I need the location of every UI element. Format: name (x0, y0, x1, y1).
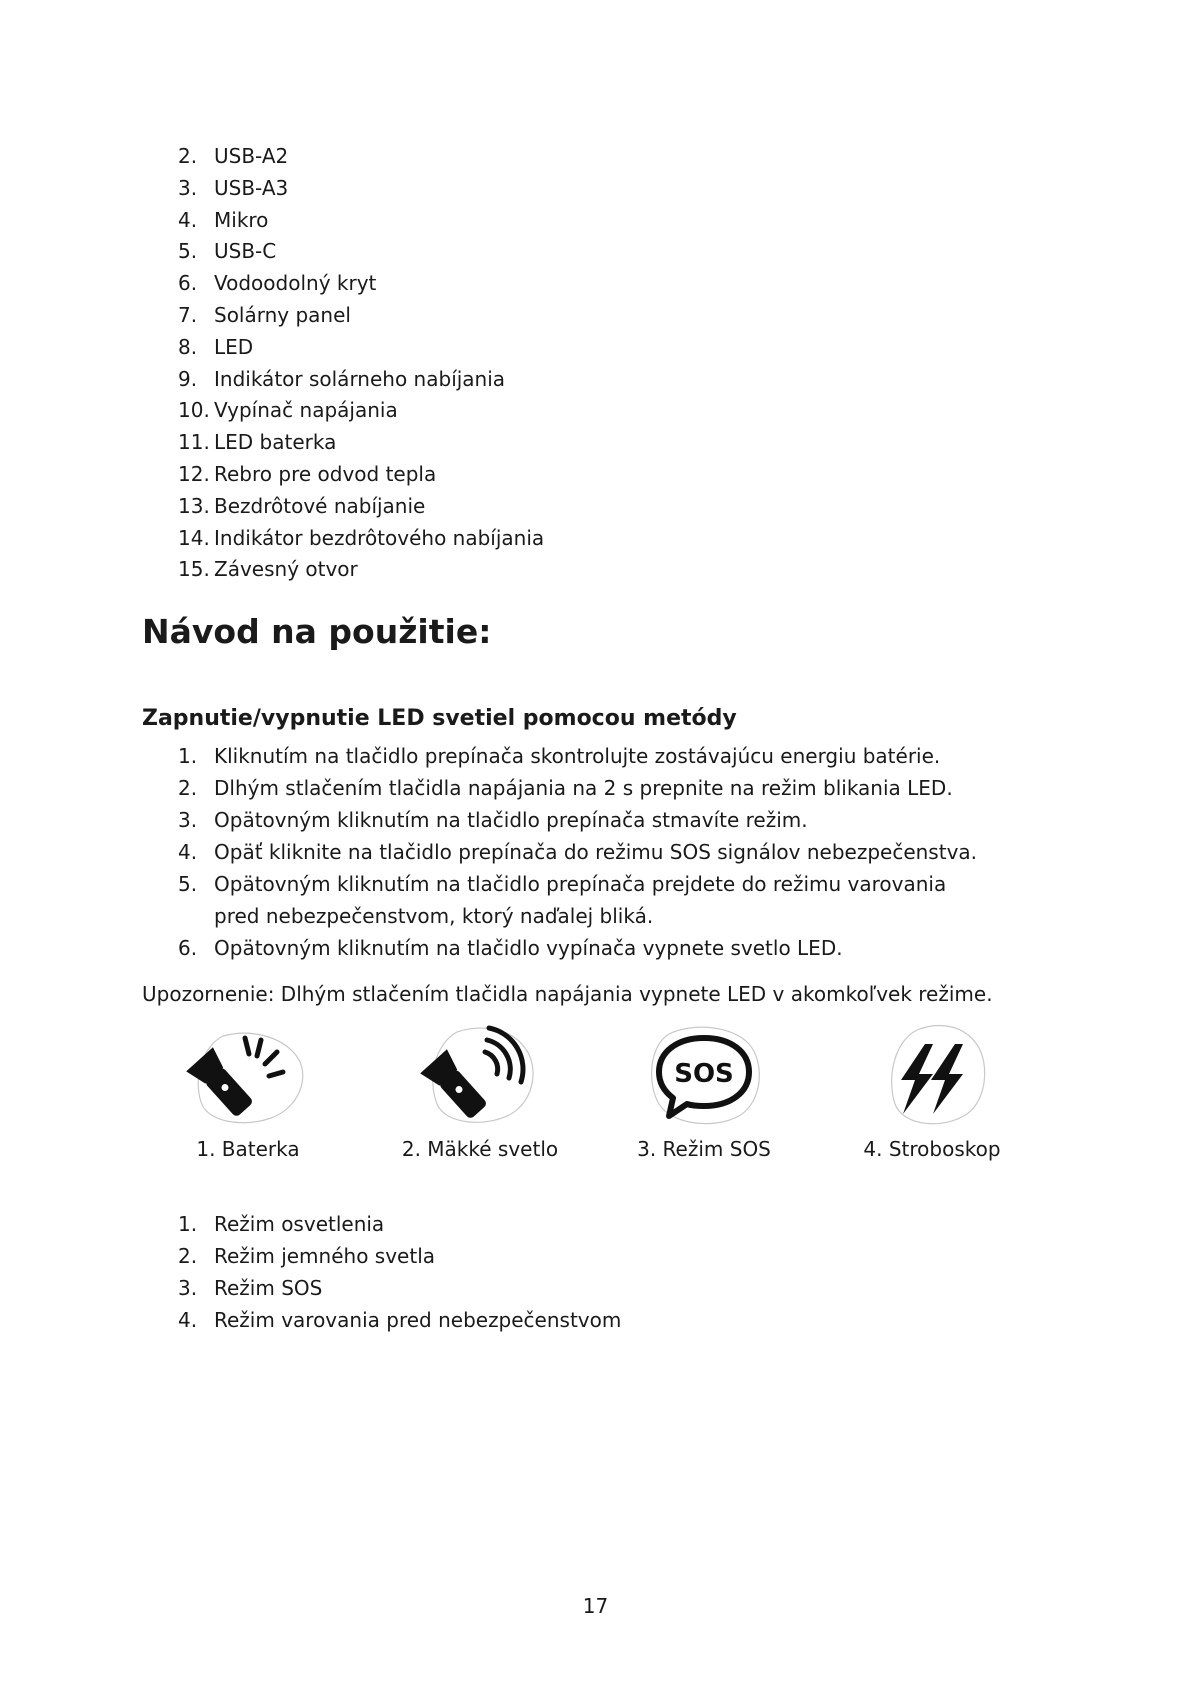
list-text: Bezdrôtové nabíjanie (214, 493, 426, 518)
soft-light-icon (415, 1022, 545, 1130)
list-item (178, 772, 1038, 804)
list-item (178, 1208, 878, 1240)
list-item (178, 523, 878, 555)
list-number: 14. (178, 525, 210, 550)
mode-icon-cell (138, 1022, 358, 1164)
strobe-icon (867, 1022, 997, 1130)
list-number: 15. (178, 557, 210, 582)
list-number: 4. (178, 840, 198, 864)
list-text: Opätovným kliknutím na tlačidlo prepínača prejdete do režimu varovania pred nebezpečenstvom, ktorý naďalej bliká. (214, 872, 947, 928)
list-number: 4. (178, 1308, 198, 1332)
list-number: 13. (178, 493, 210, 518)
list-number: 3. (178, 808, 198, 832)
list-number: 5. (178, 239, 198, 264)
list-text: Solárny panel (214, 302, 351, 327)
list-text: USB-A2 (214, 144, 289, 168)
list-number: 7. (178, 302, 198, 327)
list-item (178, 1304, 878, 1336)
list-item (178, 173, 878, 205)
list-text: LED baterka (214, 430, 337, 455)
mode-icons-row (0, 1022, 1191, 1172)
list-text: Rebro pre odvod tepla (214, 461, 437, 486)
list-number: 3. (178, 175, 198, 200)
list-number: 6. (178, 271, 198, 296)
list-number: 6. (178, 936, 198, 960)
list-text: USB-C (214, 239, 277, 264)
list-text: Vodoodolný kryt (214, 271, 377, 296)
list-item (178, 836, 1038, 868)
list-text: Režim varovania pred nebezpečenstvom (214, 1308, 622, 1332)
list-text: Režim jemného svetla (214, 1244, 436, 1268)
list-text: Mikro (214, 207, 269, 232)
mode-icon-cell (370, 1022, 590, 1164)
list-item (178, 1272, 878, 1304)
mode-icon-cell (822, 1022, 1042, 1164)
icon-label: 3. Režim SOS (637, 1137, 771, 1161)
list-number: 5. (178, 872, 198, 896)
list-number: 2. (178, 144, 198, 168)
list-item (178, 395, 878, 427)
list-item (178, 364, 878, 396)
sos-icon-text: SOS (674, 1059, 734, 1089)
list-number: 10. (178, 398, 210, 423)
mode-icon-cell (594, 1022, 814, 1164)
list-number: 2. (178, 776, 198, 800)
list-number: 12. (178, 461, 210, 486)
warning-note: Upozornenie: Dlhým stlačením tlačidla napájania vypnete LED v akomkoľvek režime. (142, 982, 993, 1006)
list-text: USB-A3 (214, 175, 289, 200)
sos-icon (639, 1022, 769, 1130)
list-text: Kliknutím na tlačidlo prepínača skontrolujte zostávajúcu energiu batérie. (214, 744, 941, 768)
parts-list (178, 141, 878, 586)
list-number: 11. (178, 430, 210, 455)
list-text: Vypínač napájania (214, 398, 398, 423)
list-item (178, 427, 878, 459)
list-item (178, 740, 1038, 772)
page-title: Návod na použitie: (142, 612, 492, 651)
list-item (178, 554, 878, 586)
list-text: Opäť kliknite na tlačidlo prepínača do režimu SOS signálov nebezpečenstva. (214, 840, 978, 864)
list-item (178, 205, 878, 237)
list-number: 4. (178, 207, 198, 232)
list-text: Indikátor solárneho nabíjania (214, 366, 506, 391)
list-number: 1. (178, 1212, 198, 1236)
list-item (178, 268, 878, 300)
list-text: Režim osvetlenia (214, 1212, 385, 1236)
icon-label: 4. Stroboskop (863, 1137, 1001, 1161)
icon-label: 1. Baterka (196, 1137, 300, 1161)
list-text: Opätovným kliknutím na tlačidlo prepínača stmavíte režim. (214, 808, 808, 832)
flashlight-icon (183, 1022, 313, 1130)
list-item (178, 804, 1038, 836)
list-number: 8. (178, 334, 198, 359)
steps-list (178, 740, 1038, 964)
list-number: 2. (178, 1244, 198, 1268)
list-item (178, 459, 878, 491)
list-item (178, 236, 878, 268)
list-text: Indikátor bezdrôtového nabíjania (214, 525, 545, 550)
list-text: Opätovným kliknutím na tlačidlo vypínača vypnete svetlo LED. (214, 936, 843, 960)
list-item (178, 932, 1038, 964)
list-text: Režim SOS (214, 1276, 323, 1300)
list-number: 9. (178, 366, 198, 391)
list-text: Závesný otvor (214, 557, 358, 582)
list-text: Dlhým stlačením tlačidla napájania na 2 s prepnite na režim blikania LED. (214, 776, 953, 800)
modes-list (178, 1208, 878, 1336)
icon-label: 2. Mäkké svetlo (401, 1137, 559, 1161)
list-number: 1. (178, 744, 198, 768)
list-item (178, 300, 878, 332)
page-number: 17 (582, 1594, 609, 1618)
list-item (178, 868, 1038, 932)
list-item (178, 141, 878, 173)
list-item (178, 332, 878, 364)
list-item (178, 1240, 878, 1272)
list-item (178, 491, 878, 523)
list-number: 3. (178, 1276, 198, 1300)
section-heading: Zapnutie/vypnutie LED svetiel pomocou metódy (142, 706, 737, 731)
list-text: LED (214, 334, 254, 359)
